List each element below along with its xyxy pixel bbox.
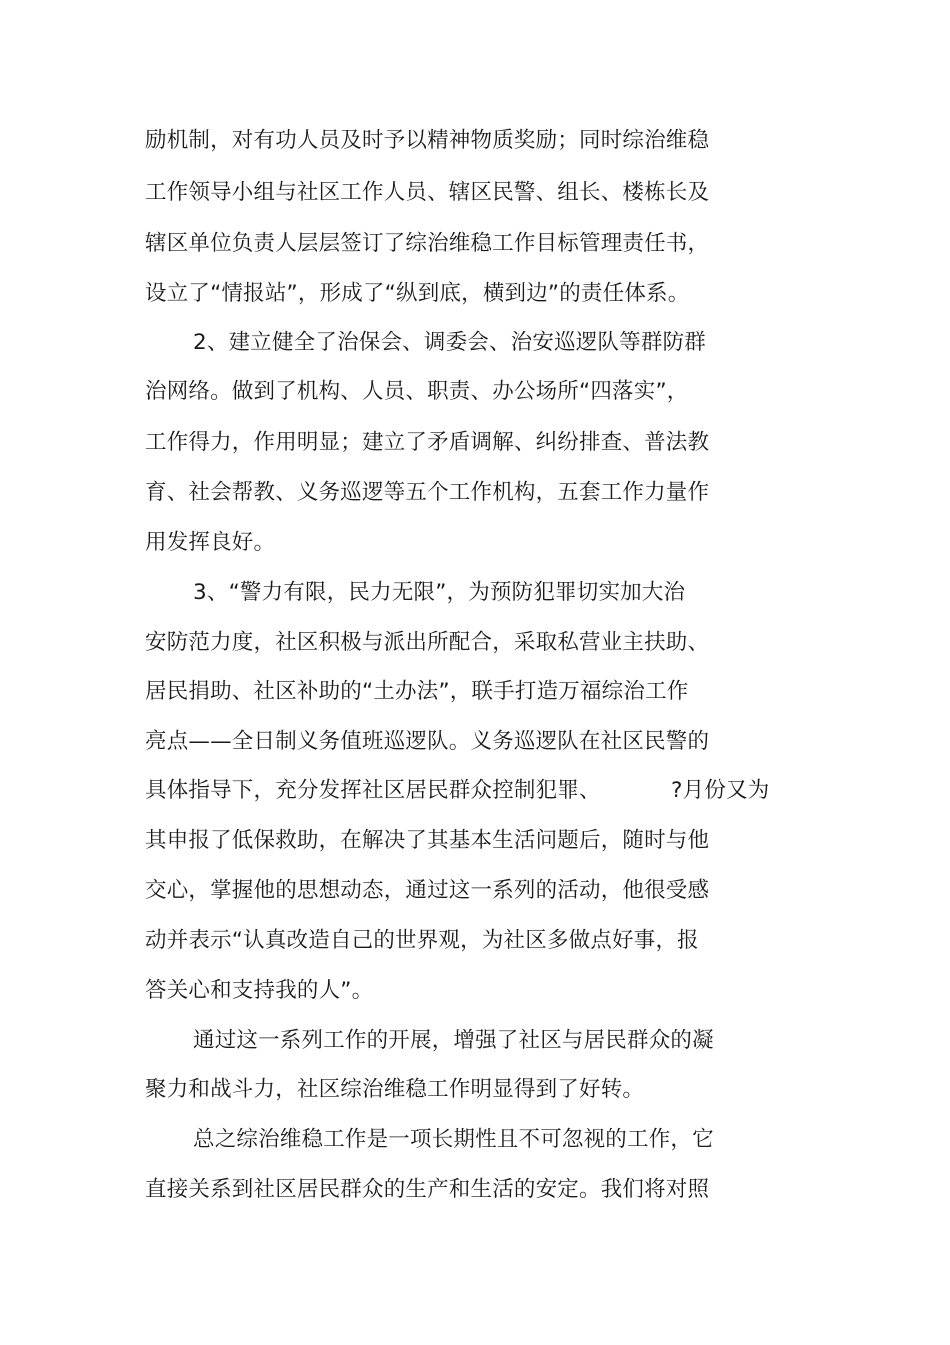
- text-line: 其申报了低保救助，在解决了其基本生活问题后，随时与他: [145, 828, 710, 853]
- text-line: 聚力和战斗力，社区综治维稳工作明显得到了好转。: [145, 1077, 645, 1102]
- text-line: 设立了“情报站”，形成了“纵到底，横到边”的责任体系。: [145, 281, 690, 306]
- text-line: 亮点——全日制义务值班巡逻队。义务巡逻队在社区民警的: [145, 729, 710, 754]
- paragraph-start-line: 2、建立健全了治保会、调委会、治安巡逻队等群防群: [193, 330, 706, 355]
- paragraph-start-line: 通过这一系列工作的开展，增强了社区与居民群众的凝: [193, 1028, 714, 1053]
- text-line: 安防范力度，社区积极与派出所配合，采取私营业主扶助、: [145, 630, 710, 655]
- text-line: 答关心和支持我的人”。: [145, 978, 374, 1003]
- text-line: 育、社会帮教、义务巡逻等五个工作机构，五套工作力量作: [145, 480, 710, 505]
- text-line: 治网络。做到了机构、人员、职责、办公场所“四落实”，: [145, 379, 689, 404]
- paragraph-start-line: 3、“警力有限，民力无限”，为预防犯罪切实加大治: [193, 580, 686, 605]
- text-line: 辖区单位负责人层层签订了综治维稳工作目标管理责任书，: [145, 231, 710, 256]
- text-line: 用发挥良好。: [145, 530, 276, 555]
- text-line: 居民捐助、社区补助的“土办法”，联手打造万福综治工作: [145, 679, 689, 704]
- text-line: 工作领导小组与社区工作人员、辖区民警、组长、楼栋长及: [145, 180, 710, 205]
- text-line: 工作得力，作用明显；建立了矛盾调解、纠纷排查、普法教: [145, 430, 710, 455]
- text-line: 直接关系到社区居民群众的生产和生活的安定。我们将对照: [145, 1177, 710, 1202]
- text-line: 励机制，对有功人员及时予以精神物质奖励；同时综治维稳: [145, 128, 710, 153]
- text-line: 交心，掌握他的思想动态，通过这一系列的活动，他很受感: [145, 878, 710, 903]
- text-line: 具体指导下，充分发挥社区居民群众控制犯罪、 ?月份又为: [145, 778, 770, 803]
- paragraph-start-line: 总之综治维稳工作是一项长期性且不可忽视的工作，它: [193, 1127, 714, 1152]
- text-line: 动并表示“认真改造自己的世界观，为社区多做点好事，报: [145, 928, 699, 953]
